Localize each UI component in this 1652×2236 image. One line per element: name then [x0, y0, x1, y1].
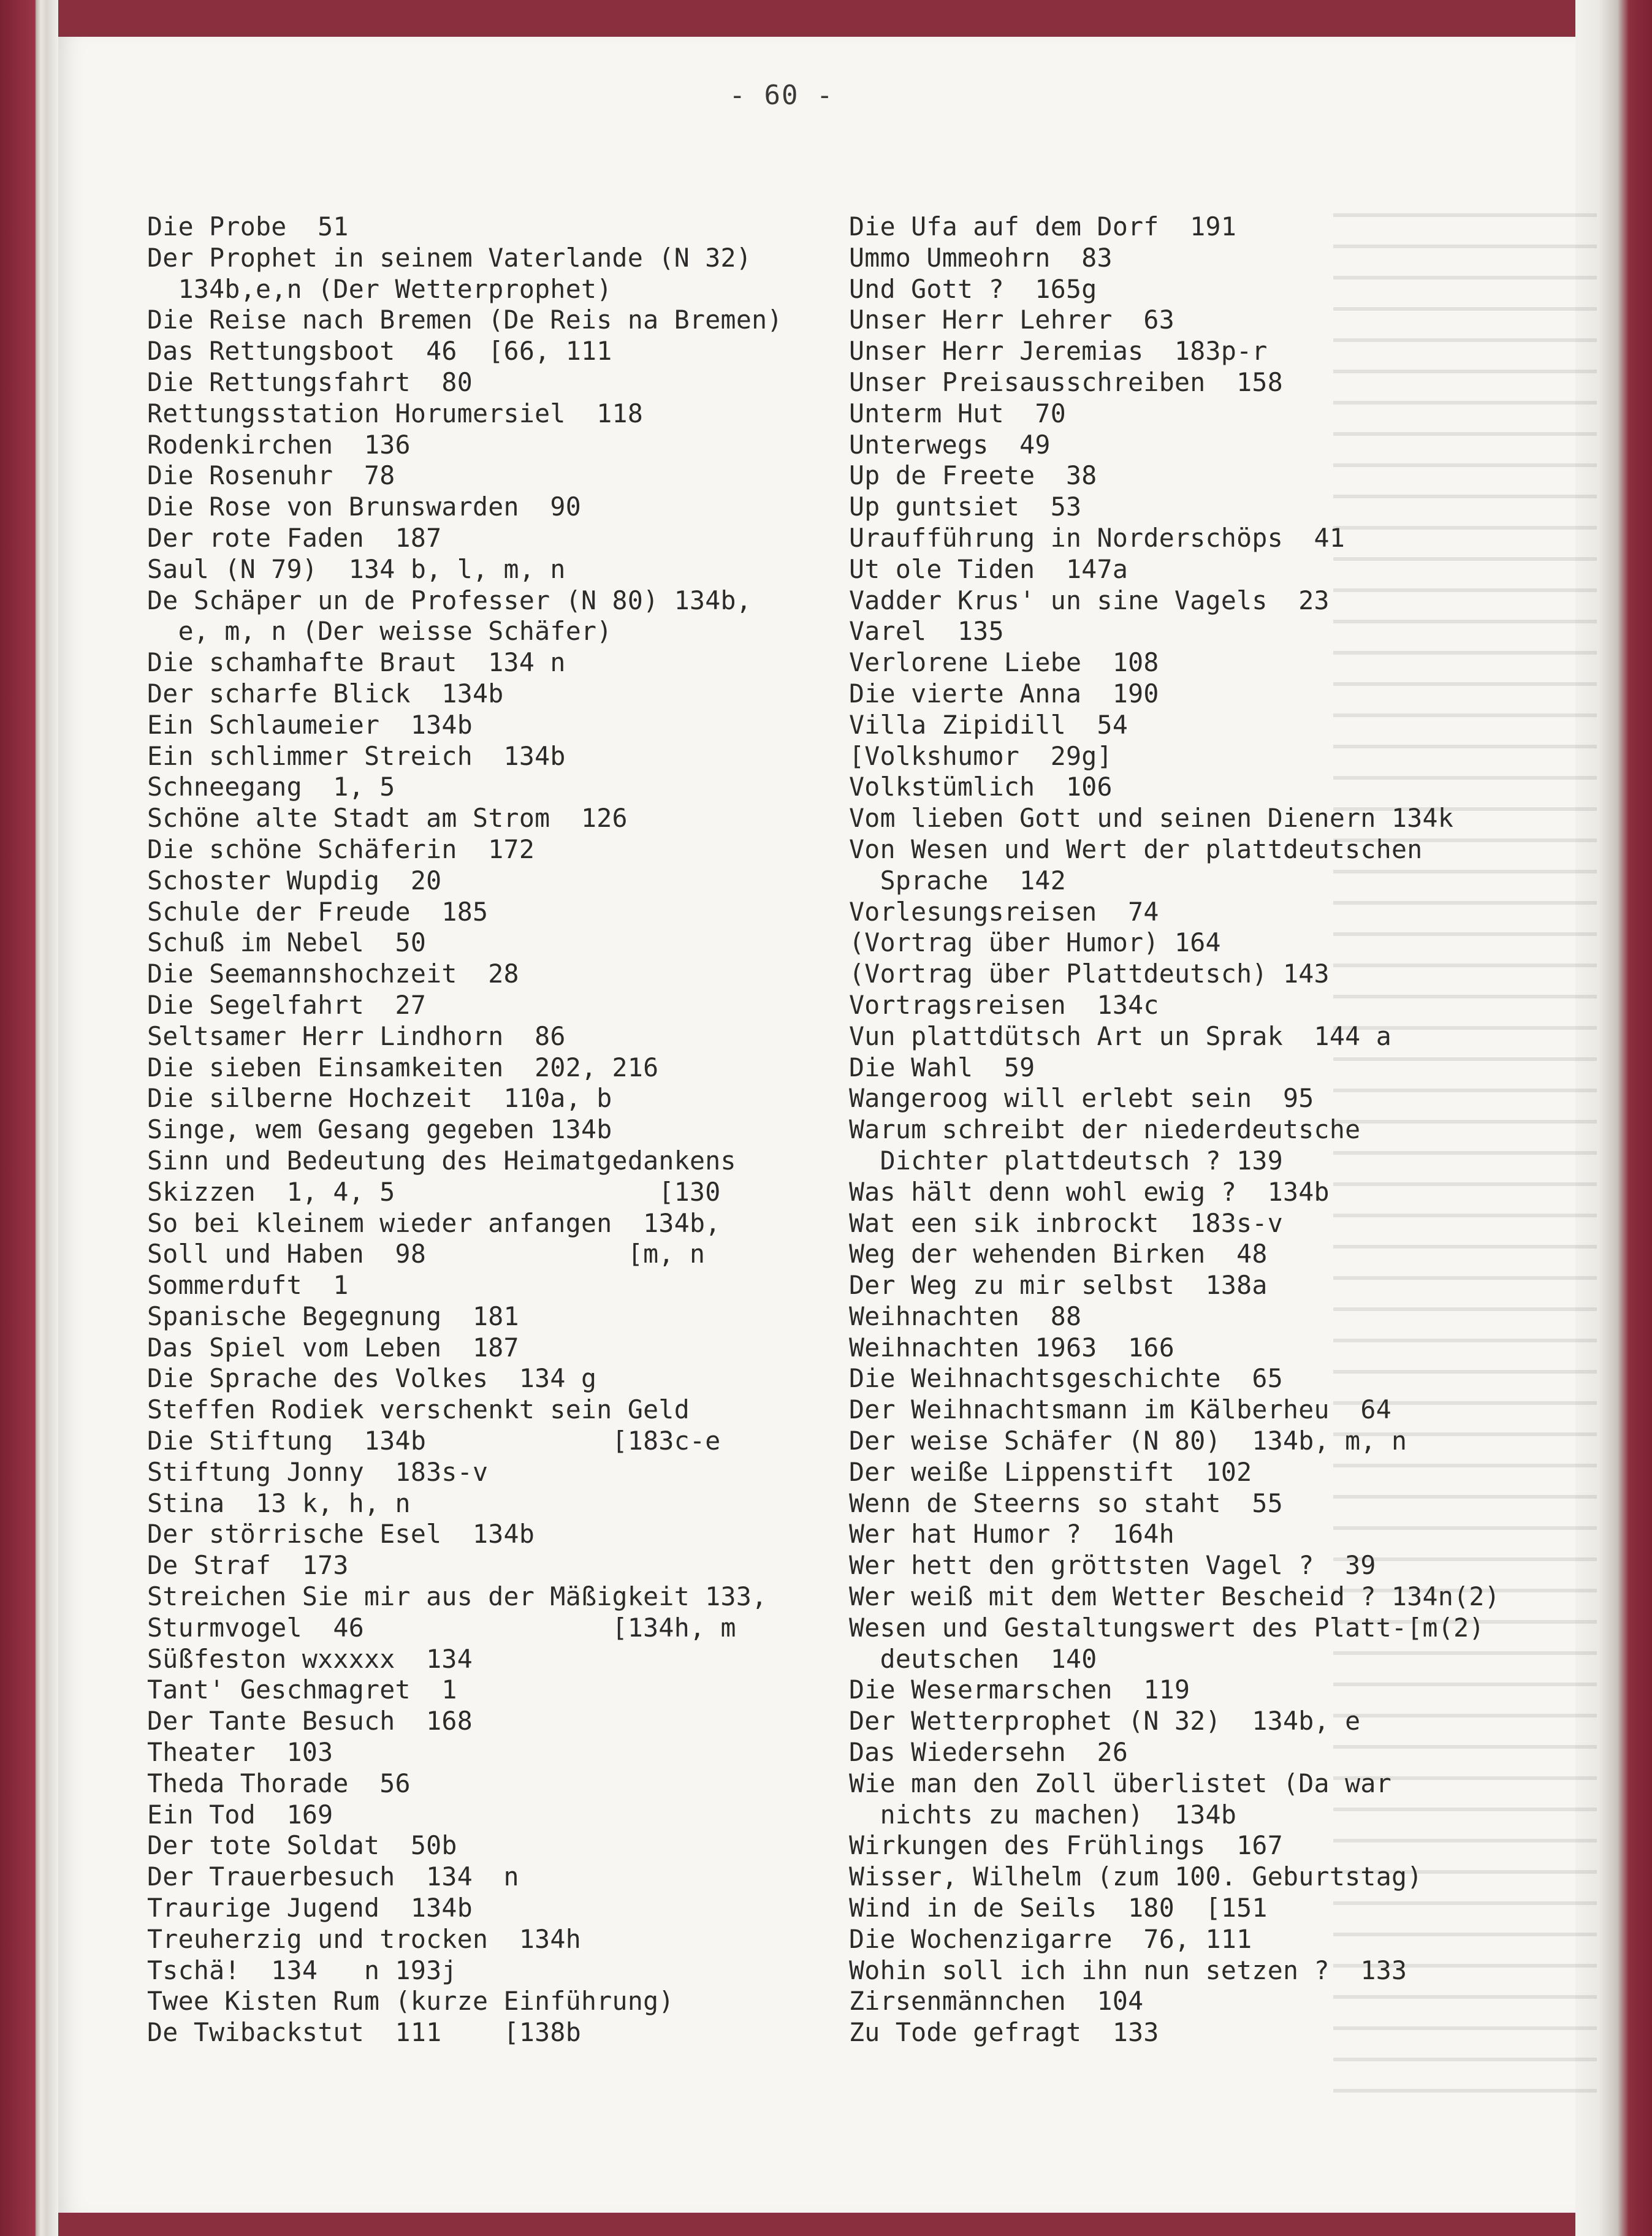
index-entry: Rodenkirchen 136: [147, 429, 411, 460]
index-entry: Die sieben Einsamkeiten 202, 216: [147, 1052, 659, 1082]
index-entry: Schuß im Nebel 50: [147, 927, 427, 958]
index-entry: Die silberne Hochzeit 110a, b: [147, 1083, 612, 1114]
index-entry: Weihnachten 1963 166: [849, 1332, 1174, 1363]
index-entry: Der Tante Besuch 168: [147, 1706, 473, 1736]
index-entry: Skizzen 1, 4, 5 [130: [147, 1176, 721, 1207]
page-number: - 60 -: [729, 80, 834, 111]
index-entry: Ummo Ummeohrn 83: [849, 242, 1113, 273]
index-entry: Süßfeston wxxxxx 134: [147, 1643, 473, 1674]
index-entry: Die Wahl 59: [849, 1052, 1035, 1082]
index-entry: De Twibackstut 111 [138b: [147, 2017, 581, 2048]
index-entry: Von Wesen und Wert der plattdeutschen: [849, 834, 1423, 864]
index-entry: Sinn und Bedeutung des Heimatgedankens: [147, 1145, 736, 1176]
index-entry: Der störrische Esel 134b: [147, 1519, 535, 1550]
index-entry: Die Sprache des Volkes 134 g: [147, 1363, 597, 1394]
index-entry: Die Rose von Brunswarden 90: [147, 492, 581, 522]
index-entry: Warum schreibt der niederdeutsche: [849, 1114, 1361, 1145]
index-entry: Die Wesermarschen 119: [849, 1675, 1190, 1705]
index-entry: Volkstümlich 106: [849, 772, 1113, 802]
index-entry: Der scharfe Blick 134b: [147, 678, 504, 709]
index-entry: Schule der Freude 185: [147, 896, 489, 927]
index-entry: Wind in de Seils 180 [151: [849, 1893, 1268, 1923]
index-entry: Die vierte Anna 190: [849, 678, 1159, 709]
index-entry: Die Seemannshochzeit 28: [147, 959, 519, 989]
index-entry: 134b,e,n (Der Wetterprophet): [147, 273, 612, 304]
index-entry: Schoster Wupdig 20: [147, 865, 442, 896]
index-entry: Theda Thorade 56: [147, 1768, 411, 1798]
index-entry: Singe, wem Gesang gegeben 134b: [147, 1114, 612, 1145]
index-entry: Die Weihnachtsgeschichte 65: [849, 1363, 1283, 1394]
index-entry: Wesen und Gestaltungswert des Platt-[m(2): [849, 1612, 1485, 1643]
index-entry: Schneegang 1, 5: [147, 772, 395, 802]
index-entry: Steffen Rodiek verschenkt sein Geld: [147, 1394, 690, 1425]
index-entry: Tschä! 134 n 193j: [147, 1955, 457, 1985]
index-entry: Traurige Jugend 134b: [147, 1893, 473, 1923]
index-entry: Ein Schlaumeier 134b: [147, 709, 473, 740]
index-entry: Der tote Soldat 50b: [147, 1830, 457, 1861]
index-entry: Unser Preisausschreiben 158: [849, 367, 1283, 397]
index-entry: Wer weiß mit dem Wetter Bescheid ? 134n(2): [849, 1581, 1500, 1612]
index-entry: De Schäper un de Professer (N 80) 134b,: [147, 585, 752, 615]
index-entry: [Volkshumor 29g]: [849, 740, 1113, 771]
index-entry: Dichter plattdeutsch ? 139: [849, 1145, 1283, 1176]
index-entry: Vorlesungsreisen 74: [849, 896, 1159, 927]
index-entry: (Vortrag über Humor) 164: [849, 927, 1221, 958]
index-entry: Sommerduft 1: [147, 1270, 349, 1301]
index-entry: Vortragsreisen 134c: [849, 989, 1159, 1020]
index-entry: Treuherzig und trocken 134h: [147, 1923, 581, 1954]
index-entry: Wirkungen des Frühlings 167: [849, 1830, 1283, 1861]
index-entry: Die Ufa auf dem Dorf 191: [849, 211, 1237, 241]
index-entry: Weihnachten 88: [849, 1301, 1082, 1331]
index-entry: Verlorene Liebe 108: [849, 647, 1159, 678]
index-entry: Unterwegs 49: [849, 429, 1051, 460]
index-entry: Vom lieben Gott und seinen Dienern 134k: [849, 803, 1454, 834]
index-entry: Wie man den Zoll überlistet (Da war: [849, 1768, 1391, 1798]
index-entry: nichts zu machen) 134b: [849, 1799, 1237, 1830]
index-column-right: [849, 211, 1560, 2048]
index-entry: Unser Herr Lehrer 63: [849, 305, 1174, 335]
index-entry: Der rote Faden 187: [147, 522, 442, 553]
index-entry: Zu Tode gefragt 133: [849, 2017, 1159, 2048]
index-entry: Was hält denn wohl ewig ? 134b: [849, 1176, 1330, 1207]
index-entry: Wer hett den gröttsten Vagel ? 39: [849, 1550, 1376, 1581]
index-entry: So bei kleinem wieder anfangen 134b,: [147, 1207, 721, 1238]
index-entry: Ut ole Tiden 147a: [849, 553, 1129, 584]
index-column-left: [147, 211, 889, 2048]
index-entry: Wangeroog will erlebt sein 95: [849, 1083, 1314, 1114]
index-entry: Stina 13 k, h, n: [147, 1488, 411, 1518]
index-entry: Das Rettungsboot 46 [66, 111: [147, 336, 612, 367]
index-entry: Uraufführung in Norderschöps 41: [849, 522, 1346, 553]
index-entry: Die Rettungsfahrt 80: [147, 367, 473, 397]
index-entry: Der weise Schäfer (N 80) 134b, m, n: [849, 1426, 1407, 1456]
index-entry: Soll und Haben 98 [m, n: [147, 1239, 706, 1269]
index-entry: Schöne alte Stadt am Strom 126: [147, 803, 628, 834]
index-entry: Wat een sik inbrockt 183s-v: [849, 1207, 1283, 1238]
index-entry: Up de Freete 38: [849, 460, 1097, 491]
index-entry: Das Spiel vom Leben 187: [147, 1332, 519, 1363]
index-entry: Stiftung Jonny 183s-v: [147, 1456, 489, 1487]
index-entry: Sturmvogel 46 [134h, m: [147, 1612, 736, 1643]
index-entry: Twee Kisten Rum (kurze Einführung): [147, 1986, 674, 2017]
index-entry: Sprache 142: [849, 865, 1066, 896]
index-entry: Der Weg zu mir selbst 138a: [849, 1270, 1268, 1301]
index-entry: Rettungsstation Horumersiel 118: [147, 398, 644, 428]
index-entry: Spanische Begegnung 181: [147, 1301, 519, 1331]
index-entry: Der Wetterprophet (N 32) 134b, e: [849, 1706, 1361, 1736]
index-entry: Villa Zipidill 54: [849, 709, 1129, 740]
index-entry: Wohin soll ich ihn nun setzen ? 133: [849, 1955, 1407, 1985]
index-entry: Weg der wehenden Birken 48: [849, 1239, 1268, 1269]
index-entry: Die schöne Schäferin 172: [147, 834, 535, 864]
index-entry: deutschen 140: [849, 1643, 1097, 1674]
index-entry: Unser Herr Jeremias 183p-r: [849, 336, 1268, 367]
index-entry: Wer hat Humor ? 164h: [849, 1519, 1174, 1550]
index-entry: Wenn de Steerns so staht 55: [849, 1488, 1283, 1518]
index-entry: e, m, n (Der weisse Schäfer): [147, 616, 612, 647]
index-entry: Zirsenmännchen 104: [849, 1986, 1144, 2017]
index-entry: Der Trauerbesuch 134 n: [147, 1861, 519, 1892]
index-entry: Tant' Geschmagret 1: [147, 1675, 457, 1705]
index-entry: Streichen Sie mir aus der Mäßigkeit 133,: [147, 1581, 767, 1612]
index-entry: Die Rosenuhr 78: [147, 460, 395, 491]
index-entry: Seltsamer Herr Lindhorn 86: [147, 1021, 566, 1051]
index-entry: Varel 135: [849, 616, 1004, 647]
index-entry: Ein schlimmer Streich 134b: [147, 740, 566, 771]
index-entry: Vadder Krus' un sine Vagels 23: [849, 585, 1330, 615]
index-entry: Die Segelfahrt 27: [147, 989, 427, 1020]
index-entry: Und Gott ? 165g: [849, 273, 1097, 304]
index-entry: Die Probe 51: [147, 211, 349, 241]
book-edge-left: [0, 0, 58, 2236]
index-entry: Die Stiftung 134b [183c-e: [147, 1426, 721, 1456]
index-entry: Der weiße Lippenstift 102: [849, 1456, 1252, 1487]
index-entry: Das Wiedersehn 26: [849, 1737, 1129, 1768]
index-entry: Die Wochenzigarre 76, 111: [849, 1923, 1252, 1954]
index-entry: De Straf 173: [147, 1550, 349, 1581]
index-entry: Die Reise nach Bremen (De Reis na Bremen): [147, 305, 783, 335]
index-entry: Saul (N 79) 134 b, l, m, n: [147, 553, 566, 584]
index-entry: Vun plattdütsch Art un Sprak 144 a: [849, 1021, 1391, 1051]
index-entry: Wisser, Wilhelm (zum 100. Geburtstag): [849, 1861, 1423, 1892]
index-entry: Unterm Hut 70: [849, 398, 1066, 428]
index-entry: Theater 103: [147, 1737, 333, 1768]
index-entry: (Vortrag über Plattdeutsch) 143: [849, 959, 1330, 989]
index-entry: Die schamhafte Braut 134 n: [147, 647, 566, 678]
index-entry: Ein Tod 169: [147, 1799, 333, 1830]
index-entry: Up guntsiet 53: [849, 492, 1082, 522]
index-entry: Der Weihnachtsmann im Kälberheu 64: [849, 1394, 1391, 1425]
index-entry: Der Prophet in seinem Vaterlande (N 32): [147, 242, 752, 273]
